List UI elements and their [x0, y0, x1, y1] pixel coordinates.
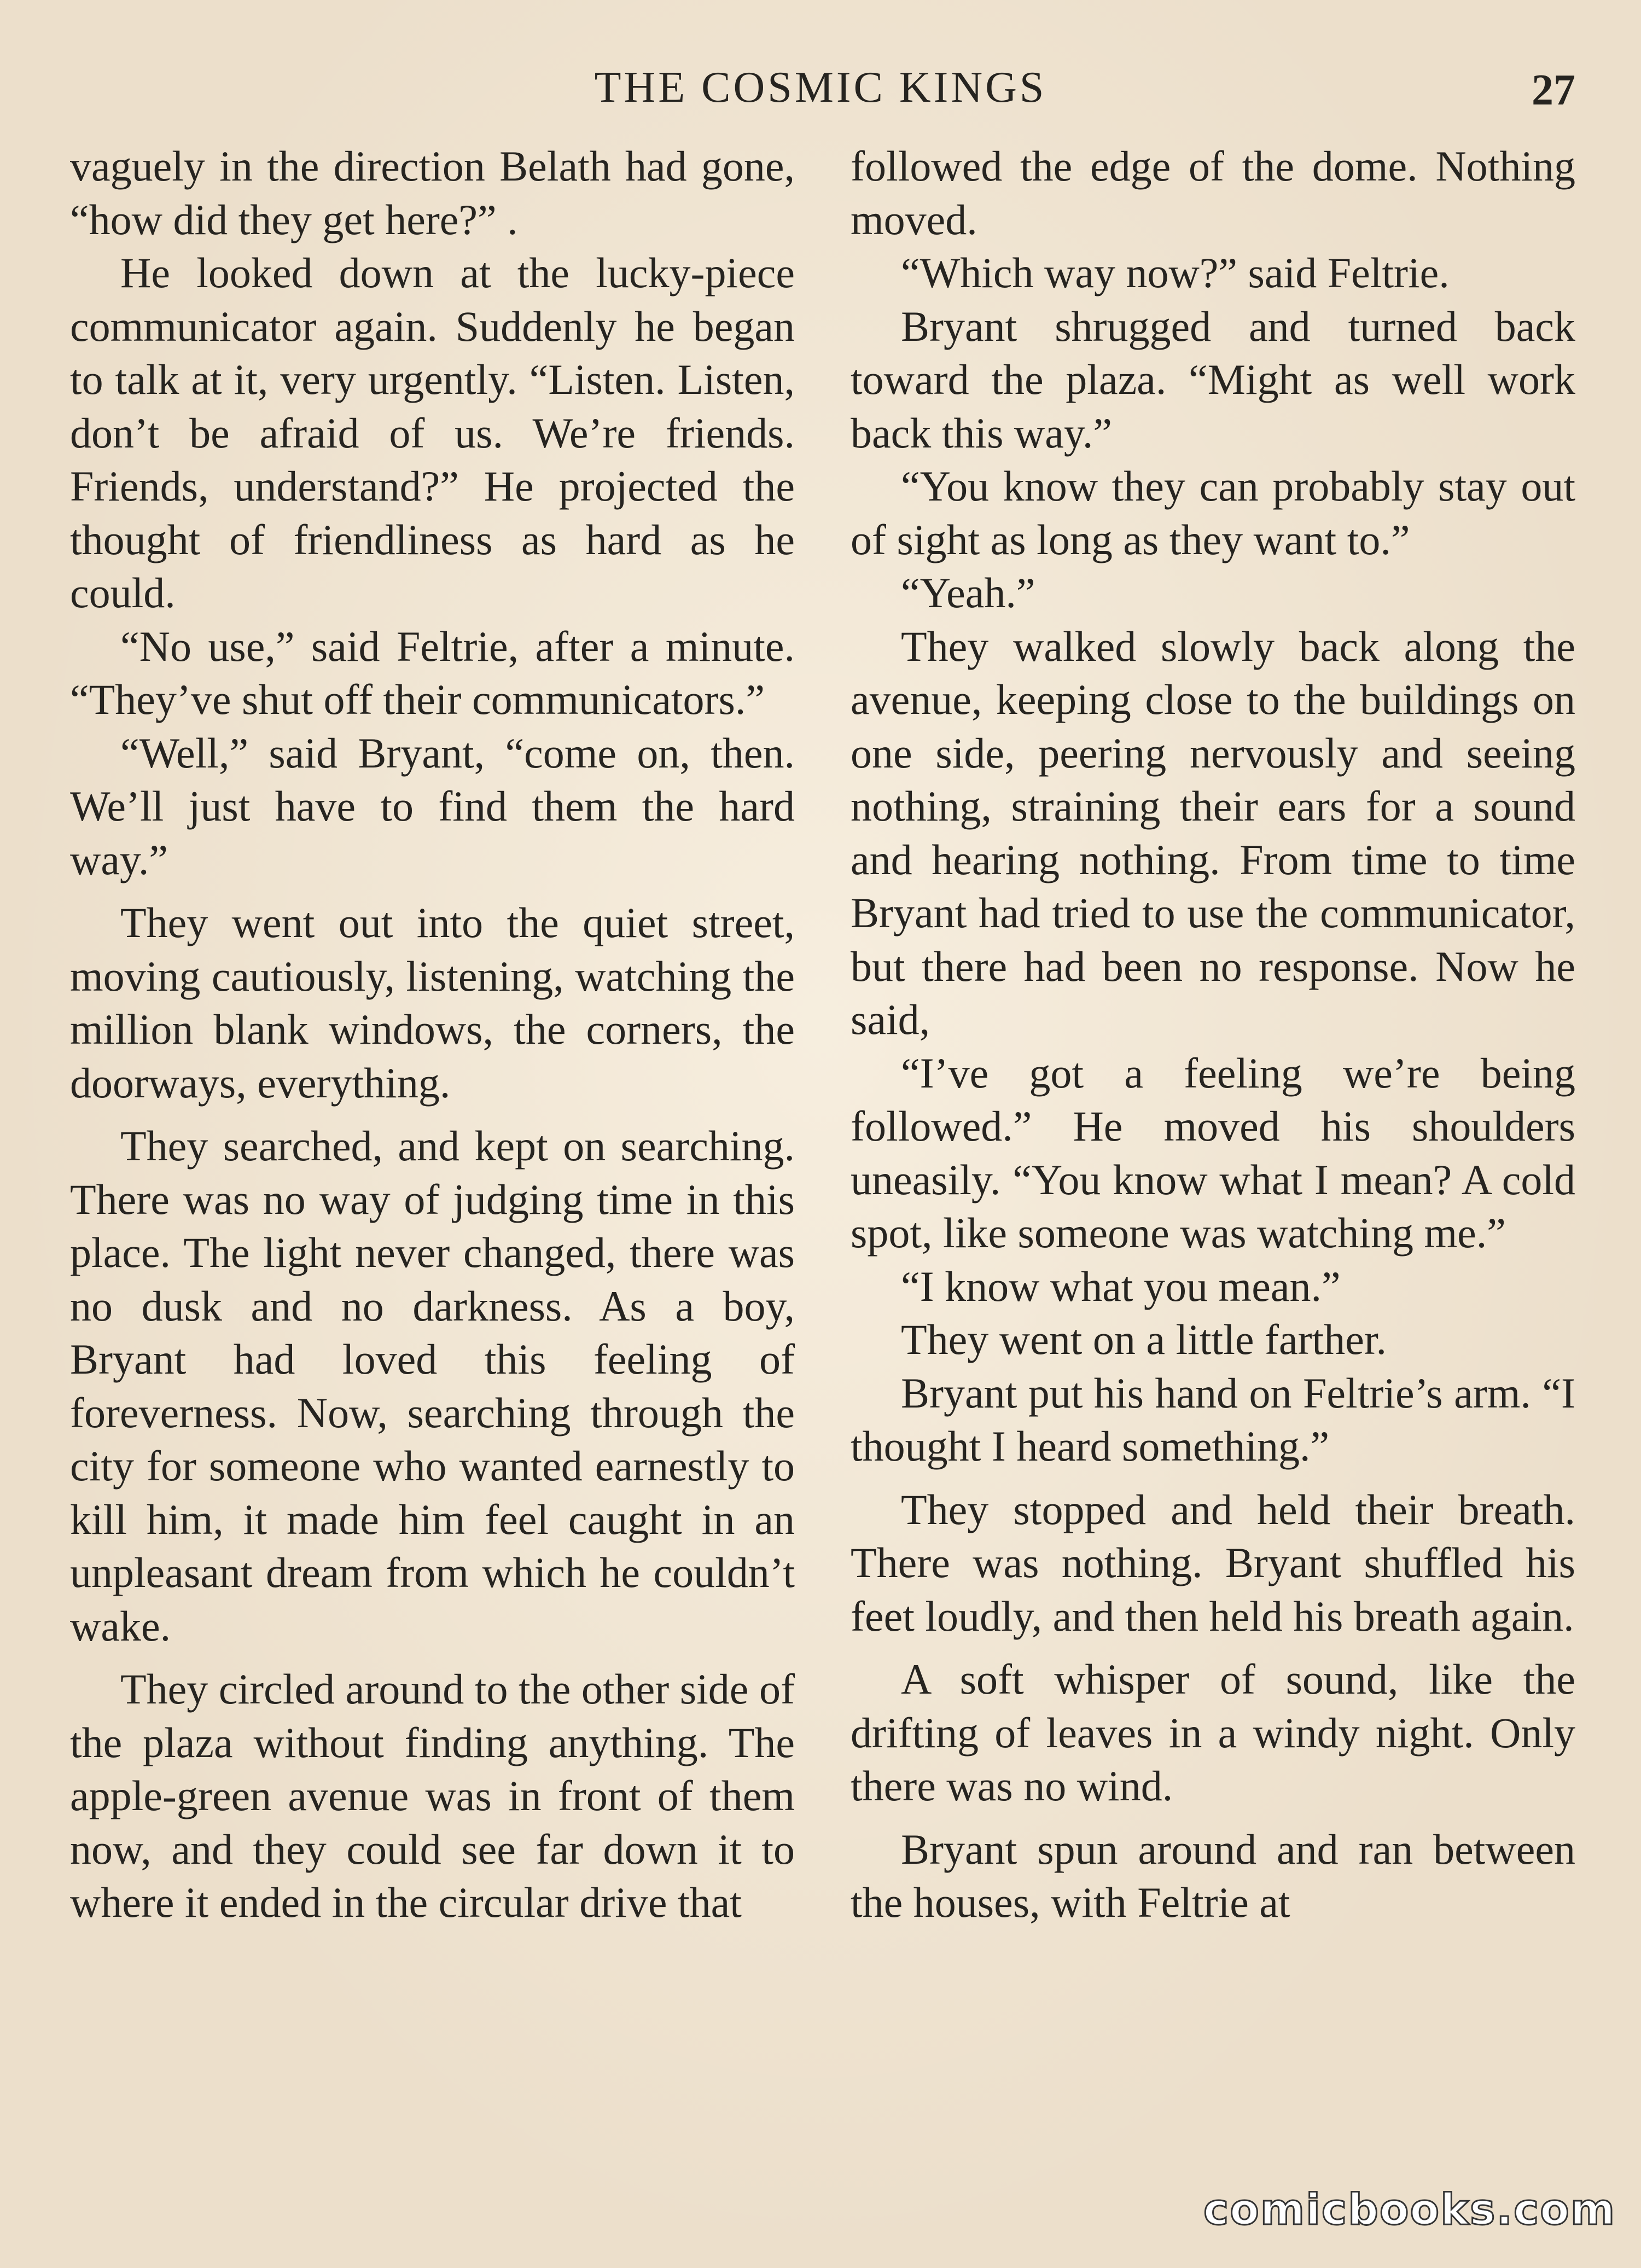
paragraph: They stopped and held their breath. There was nothing. Bryant shuffled his feet loudly, and then held his breath again.: [851, 1485, 1575, 1640]
paragraph: “I know what you mean.”: [901, 1262, 1341, 1310]
paragraph: They walked slowly back along the avenue, keeping close to the buildings on one side, peering nervously and seeing nothing, straining their ears for a sound and hearing nothing. From time to time Bryant had tried to use the communicator, but there had been no response. Now he said,: [851, 622, 1575, 1043]
paragraph: Bryant shrugged and turned back toward the plaza. “Might as well work back this way.”: [851, 302, 1575, 457]
paragraph: “Well,” said Bryant, “come on, then. We’ll just have to find them the hard way.”: [70, 729, 795, 883]
left-text-column: [70, 139, 795, 1939]
paragraph: Bryant put his hand on Feltrie’s arm. “I thought I heard something.”: [851, 1369, 1575, 1470]
right-text-column: [851, 139, 1575, 1939]
paragraph: They went out into the quiet street, moving cautiously, listening, watching the million blank windows, the corners, the doorways, everything.: [70, 899, 795, 1107]
paragraph: They searched, and kept on searching. There was no way of judging time in this place. The light never changed, there was no dusk and no darkness. As a boy, Bryant had loved this feeling of foreverness. Now, searching through the city for someone who wanted earnestly to kill him, it made him feel caught in an unpleasant dream from which he couldn’t wake.: [70, 1122, 795, 1650]
paragraph: “Yeah.”: [901, 569, 1035, 617]
site-watermark: comicbooks.com: [1203, 2185, 1616, 2235]
paragraph: They went on a little farther.: [901, 1316, 1387, 1363]
paragraph: Bryant spun around and ran between the houses, with Feltrie at: [851, 1825, 1575, 1926]
page-number: 27: [1532, 66, 1575, 114]
paragraph: “Which way now?” said Feltrie.: [901, 249, 1450, 296]
running-title: THE COSMIC KINGS: [594, 63, 1047, 112]
paragraph: They circled around to the other side of the plaza without finding anything. The apple-green avenue was in front of them now, and they could see far down it to where it ended in the circular drive that: [70, 1665, 795, 1926]
paragraph: “I’ve got a feeling we’re being followed.” He moved his shoulders uneasily. “You know what I mean? A cold spot, like someone was watching me.”: [851, 1049, 1575, 1257]
paragraph: followed the edge of the dome. Nothing moved.: [851, 142, 1575, 243]
paragraph: “No use,” said Feltrie, after a minute. “They’ve shut off their communicators.”: [70, 622, 795, 723]
paragraph: He looked down at the lucky-piece communicator again. Suddenly he began to talk at it, very urgently. “Listen. Listen, don’t be afraid of us. We’re friends. Friends, understand?” He projected the thought of friendliness as hard as he could.: [70, 249, 795, 617]
paragraph: “You know they can probably stay out of sight as long as they want to.”: [851, 462, 1575, 563]
paragraph: A soft whisper of sound, like the drifting of leaves in a windy night. Only there was no wind.: [851, 1655, 1575, 1810]
paragraph: vaguely in the direction Belath had gone, “how did they get here?” .: [70, 142, 795, 243]
